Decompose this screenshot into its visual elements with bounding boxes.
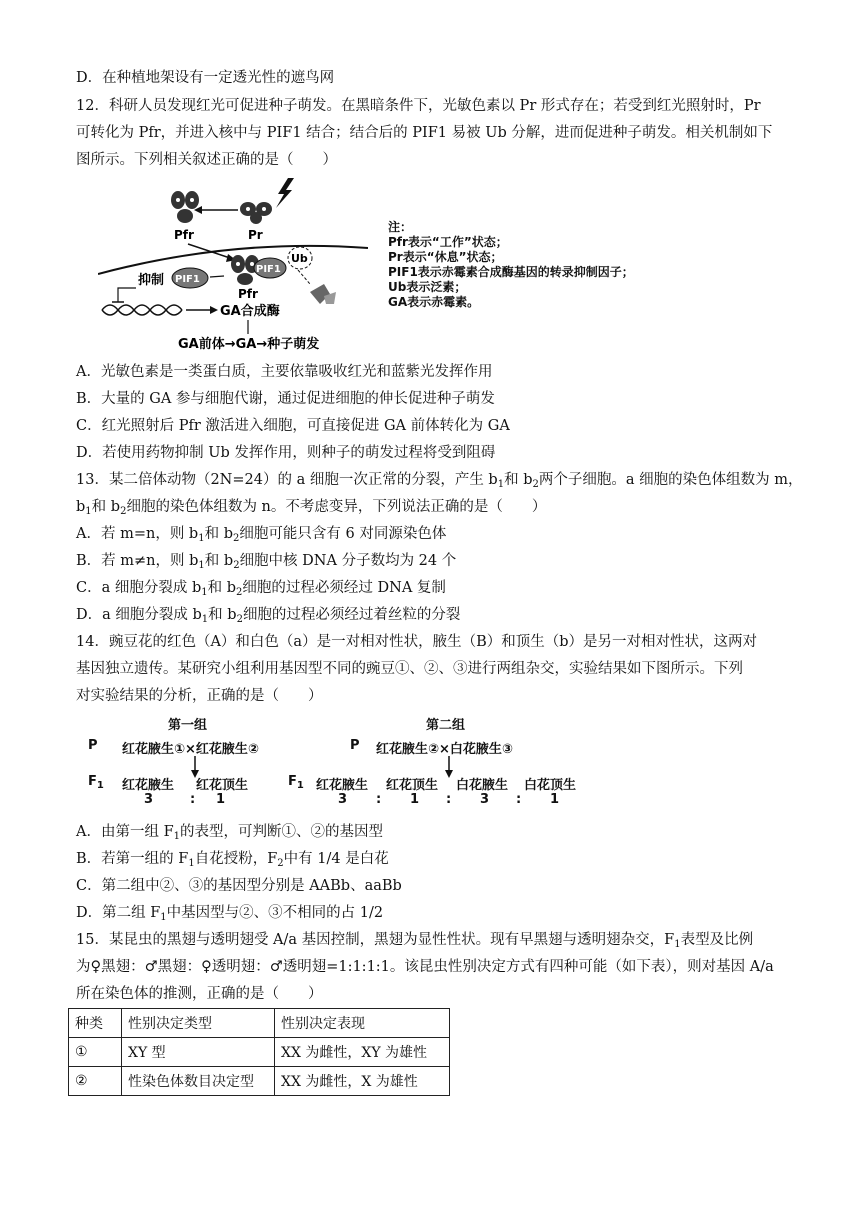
note-line: PIF1表示赤霉素合成酶基因的转录抑制因子； (388, 265, 634, 279)
figure1-notes (388, 220, 634, 310)
q15-stem-line1: 15．某昆虫的黑翅与透明翅受 A/a 基因控制，黑翅为显性性状。现有早黑翅与透明翅杂交，$F_1$表型及比例 (76, 932, 754, 950)
q13-stem-line1: 13．某二倍体动物（2N=24）的 a 细胞一次正常的分裂，产生 $b_1$和 $b_2$两个子细胞。a 细胞的染色体组数为 m， (76, 472, 803, 490)
group1-title: 第一组 (168, 718, 208, 733)
q14-option-c: C．第二组中②、③的基因型分别是 AABb、aaBb (76, 878, 402, 894)
note-line: 注： (388, 220, 413, 234)
g2-phenotype: 白花顶生 (524, 778, 577, 793)
pif1-right-label: PIF1 (256, 264, 281, 275)
p-label-group1: P (88, 738, 98, 753)
phytochrome-mechanism-figure (98, 176, 368, 356)
table-cell: ② (69, 1067, 122, 1096)
group2-title: 第二组 (426, 718, 466, 733)
q14-stem-line2: 基因独立遗传。某研究小组利用基因型不同的豌豆①、②、③进行两组杂交，实验结果如下图所示。下列 (76, 661, 743, 677)
f1-label-group1: $F_1$ (88, 774, 104, 791)
pfr-bottom-label: Pfr (238, 287, 258, 301)
q13-option-a: A．若 m=n，则 $b_1$和 $b_2$细胞可能只含有 6 对同源染色体 (76, 526, 447, 544)
ga-pathway-label: GA前体→GA→种子萌发 (178, 337, 320, 352)
pr-molecule-icon (240, 202, 272, 224)
pfr-top-label: Pfr (174, 228, 194, 242)
cross-experiment-figure (80, 712, 600, 812)
pr-top-label: Pr (248, 228, 263, 242)
q12-option-b: B．大量的 GA 参与细胞代谢，通过促进细胞的伸长促进种子萌发 (76, 391, 495, 407)
g1-ratio: 1 (216, 792, 226, 807)
q12-stem-line1: 12．科研人员发现红光可促进种子萌发。在黑暗条件下，光敏色素以 Pr 形式存在；若受到红光照射时，Pr (76, 98, 761, 114)
q15-stem-line3: 所在染色体的推测，正确的是（ ） (76, 986, 323, 1002)
group2-cross: 红花腋生②×白花腋生③ (376, 742, 513, 757)
g2-ratio: : (516, 792, 522, 807)
g2-ratio: 3 (338, 792, 348, 807)
p-label-group2: P (350, 738, 360, 753)
g2-phenotype: 白花腋生 (456, 778, 509, 793)
group2-arrow (442, 756, 456, 778)
note-line: Ub表示泛素； (388, 280, 467, 294)
g1-phenotype: 红花顶生 (196, 778, 249, 793)
table-cell: XX 为雌性，X 为雄性 (275, 1067, 450, 1096)
table-cell: XX 为雌性，XY 为雄性 (275, 1038, 450, 1067)
ub-label: Ub (291, 252, 308, 265)
note-line: GA表示赤霉素。 (388, 295, 480, 309)
group1-cross: 红花腋生①×红花腋生② (122, 742, 259, 757)
g2-ratio: 1 (410, 792, 420, 807)
dna-helix-icon (102, 305, 182, 315)
table-cell: XY 型 (122, 1038, 275, 1067)
g1-ratio: 3 (144, 792, 154, 807)
lightning-icon (276, 178, 294, 208)
g1-phenotype: 红花腋生 (122, 778, 175, 793)
table-row (69, 1038, 450, 1067)
table-header-cell: 性别决定类型 (122, 1009, 275, 1038)
q12-option-a: A．光敏色素是一类蛋白质，主要依靠吸收红光和蓝紫光发挥作用 (76, 364, 493, 380)
degraded-protein-icon (310, 284, 336, 304)
q14-option-b: B．若第一组的 $F_1$自花授粉，$F_2$中有 1/4 是白花 (76, 851, 389, 869)
table-row (69, 1067, 450, 1096)
q13-option-b: B．若 m≠n，则 $b_1$和 $b_2$细胞中核 DNA 分子数均为 24 个 (76, 553, 457, 571)
note-line: Pfr表示“工作”状态； (388, 235, 508, 249)
q12-option-c: C．红光照射后 Pfr 激活进入细胞，可直接促进 GA 前体转化为 GA (76, 418, 510, 434)
q14-stem-line3: 对实验结果的分析，正确的是（ ） (76, 688, 323, 704)
table-cell: ① (69, 1038, 122, 1067)
q13-option-d: D．a 细胞分裂成 $b_1$和 $b_2$细胞的过程必须经过着丝粒的分裂 (76, 607, 461, 625)
table-header-row (69, 1009, 450, 1038)
g2-ratio: 3 (480, 792, 490, 807)
q12-option-d: D．若使用药物抑制 Ub 发挥作用，则种子的萌发过程将受到阻碍 (76, 445, 496, 461)
sex-determination-table (68, 1008, 450, 1096)
q12-stem-line2: 可转化为 Pfr，并进入核中与 PIF1 结合；结合后的 PIF1 易被 Ub 分解，进而促进种子萌发。相关机制如下 (76, 125, 773, 141)
pfr-molecule-icon (171, 191, 199, 223)
g1-ratio: : (190, 792, 196, 807)
q14-stem-line1: 14．豌豆花的红色（A）和白色（a）是一对相对性状，腋生（B）和顶生（b）是另一对相对性状，这两对 (76, 634, 758, 650)
q13-stem-line2: $b_1$和 $b_2$细胞的染色体组数为 n。不考虑变异，下列说法正确的是（ ） (76, 499, 547, 517)
table-header-cell: 性别决定表现 (275, 1009, 450, 1038)
table-header-cell: 种类 (69, 1009, 122, 1038)
q14-option-d: D．第二组 $F_1$中基因型与②、③不相同的占 1/2 (76, 905, 384, 923)
q14-option-a: A．由第一组 $F_1$的表型，可判断①、②的基因型 (76, 824, 384, 842)
g2-ratio: : (446, 792, 452, 807)
inhibit-label: 抑制 (138, 273, 165, 288)
pif1-left-label: PIF1 (175, 274, 200, 285)
g2-ratio: 1 (550, 792, 560, 807)
g2-phenotype: 红花顶生 (386, 778, 439, 793)
q15-stem-line2: 为♀黑翅：♂黑翅：♀透明翅：♂透明翅=1:1:1:1。该昆虫性别决定方式有四种可能（如下表），则对基因 A/a (76, 959, 774, 975)
q11-option-d: D．在种植地架设有一定透光性的遮鸟网 (76, 70, 335, 86)
note-line: Pr表示“休息”状态； (388, 250, 503, 264)
q12-stem-line3: 图所示。下列相关叙述正确的是（ ） (76, 152, 337, 168)
q13-option-c: C．a 细胞分裂成 $b_1$和 $b_2$细胞的过程必须经过 DNA 复制 (76, 580, 446, 598)
g2-phenotype: 红花腋生 (316, 778, 369, 793)
g2-ratio: : (376, 792, 382, 807)
table-cell: 性染色体数目决定型 (122, 1067, 275, 1096)
ga-enzyme-label: GA合成酶 (220, 304, 280, 319)
f1-label-group2: $F_1$ (288, 774, 304, 791)
